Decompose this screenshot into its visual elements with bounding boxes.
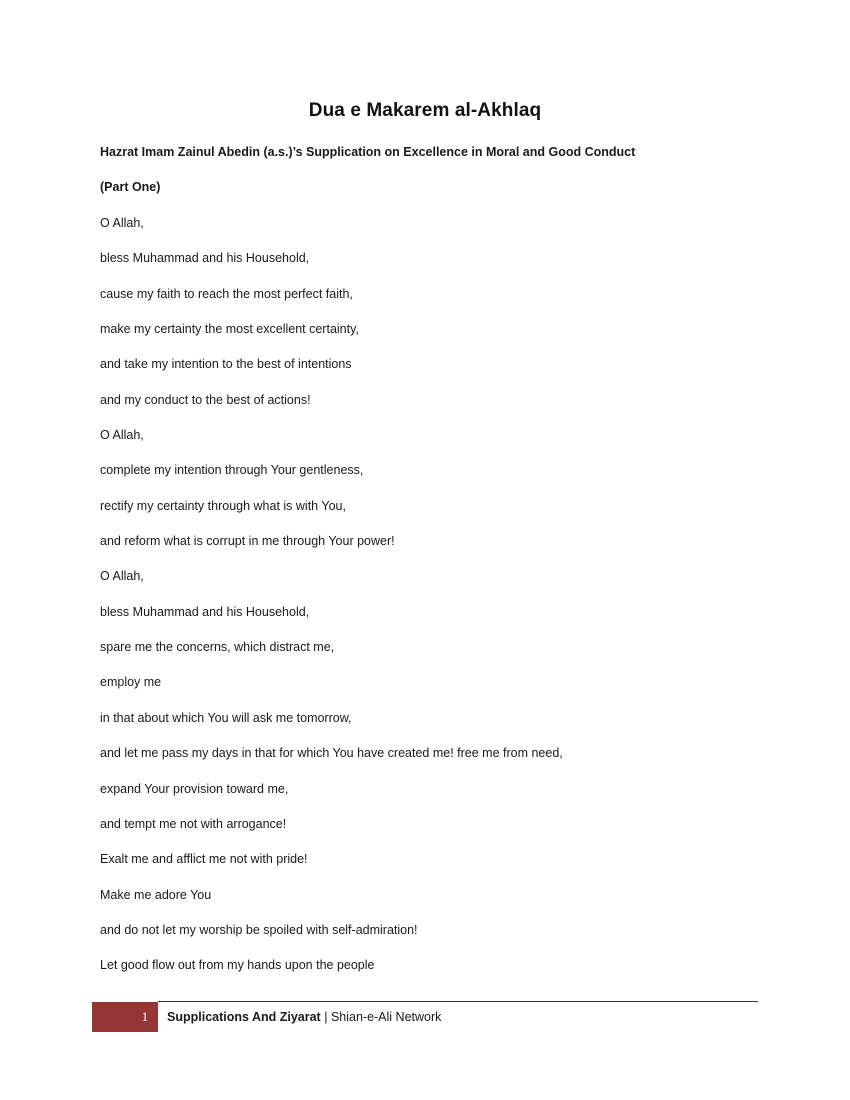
text-line: and take my intention to the best of intentions <box>100 357 352 372</box>
text-line: Exalt me and afflict me not with pride! <box>100 852 308 867</box>
text-line: and tempt me not with arrogance! <box>100 816 287 831</box>
subtitle: Hazrat Imam Zainul Abedin (a.s.)’s Supplication on Excellence in Moral and Good Conduct <box>100 145 636 159</box>
footer-divider <box>158 1001 758 1002</box>
page-number-badge <box>92 1002 158 1032</box>
text-line: cause my faith to reach the most perfect faith, <box>100 286 353 301</box>
text-line: in that about which You will ask me tomorrow, <box>100 710 352 725</box>
text-line: expand Your provision toward me, <box>100 781 289 796</box>
text-line: O Allah, <box>100 428 144 443</box>
text-line: and let me pass my days in that for which You have created me! free me from need, <box>100 746 563 761</box>
footer-publisher: Shian-e-Ali Network <box>330 1010 442 1024</box>
text-line: and reform what is corrupt in me through Your power! <box>100 534 395 549</box>
footer-book-title: Supplications And Ziyarat <box>167 1010 321 1024</box>
text-line: complete my intention through Your gentleness, <box>100 463 364 478</box>
text-line: Let good flow out from my hands upon the people <box>100 958 375 973</box>
footer-caption <box>167 1010 441 1024</box>
text-line: and do not let my worship be spoiled with self-admiration! <box>100 922 418 937</box>
text-line: and my conduct to the best of actions! <box>100 392 311 407</box>
text-line: O Allah, <box>100 216 144 230</box>
footer-separator: | <box>320 1010 331 1024</box>
text-line: bless Muhammad and his Household, <box>100 604 310 619</box>
text-line: spare me the concerns, which distract me, <box>100 640 335 655</box>
text-line: rectify my certainty through what is with You, <box>100 498 346 513</box>
page-title: Dua e Makarem al-Akhlaq <box>308 100 542 121</box>
supplication-text <box>100 215 563 993</box>
text-line: Make me adore You <box>100 887 212 902</box>
part-label: (Part One) <box>100 180 161 194</box>
text-line: bless Muhammad and his Household, <box>100 251 310 266</box>
text-line: employ me <box>100 675 162 690</box>
text-line: O Allah, <box>100 569 144 584</box>
text-line: make my certainty the most excellent certainty, <box>100 322 359 337</box>
page-number: 1 <box>141 1010 148 1024</box>
